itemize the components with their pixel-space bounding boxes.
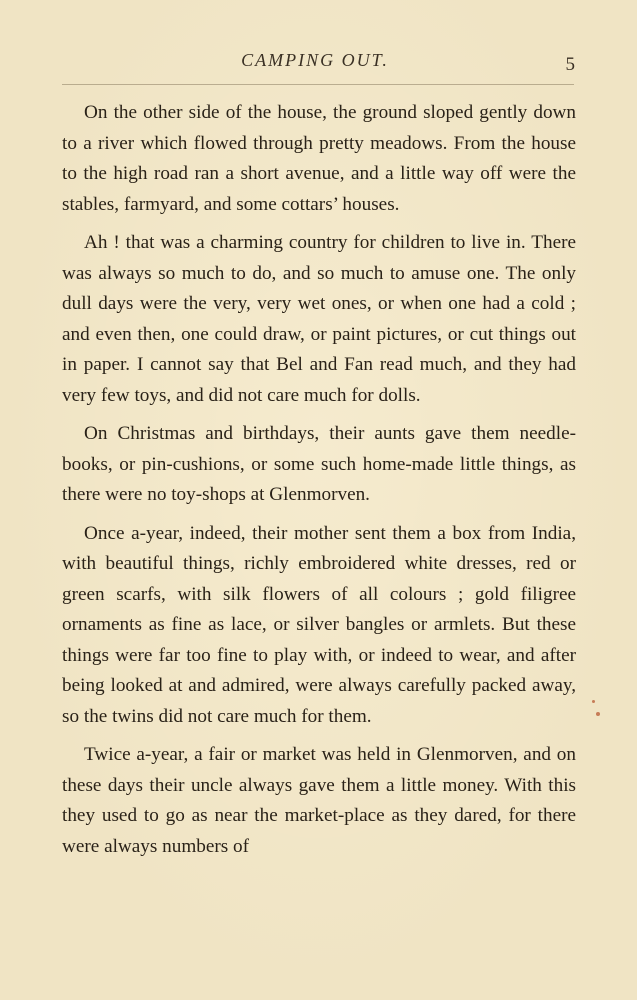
paragraph: Ah ! that was a charming country for children to live in. There was always so much to do, and so much to amuse one. The only dull days were the very, very wet ones, or when one had a cold ; and even then, one could draw, or paint pictures, or cut things out in paper. I cannot say that Bel and Fan read much, and they had very few toys, and did not care much for dolls. bbox=[62, 232, 576, 406]
ink-speck bbox=[592, 700, 595, 703]
ink-speck bbox=[596, 712, 600, 716]
paragraph: On the other side of the house, the ground sloped gently down to a river which flowed through pretty meadows. From the house to the high road ran a short avenue, and a little way off were the stables, farmyard, and some cottars’ houses. bbox=[62, 102, 576, 215]
header-rule bbox=[62, 84, 574, 85]
body-text bbox=[62, 98, 576, 870]
running-title: CAMPING OUT. bbox=[241, 50, 389, 70]
page-number: 5 bbox=[565, 54, 575, 75]
paragraph: Once a-year, indeed, their mother sent them a box from India, with beautiful things, richly embroidered white dresses, red or green scarfs, with silk flowers of all colours ; gold filigree ornaments as fine as lace, or silver bangles or armlets. But these things were far too fine to play with, or indeed to wear, and after being looked at and admired, were always carefully packed away, so the twins did not care much for them. bbox=[62, 522, 576, 727]
paragraph: On Christmas and birthdays, their aunts gave them needle-books, or pin-cushions, or some such home-made little things, as there were no toy-shops at Glenmorven. bbox=[62, 423, 576, 505]
running-head bbox=[0, 50, 637, 76]
paragraph: Twice a-year, a fair or market was held in Glenmorven, and on these days their uncle always gave them a little money. With this they used to go as near the market-place as they dared, for there were always numbers of bbox=[62, 744, 576, 857]
